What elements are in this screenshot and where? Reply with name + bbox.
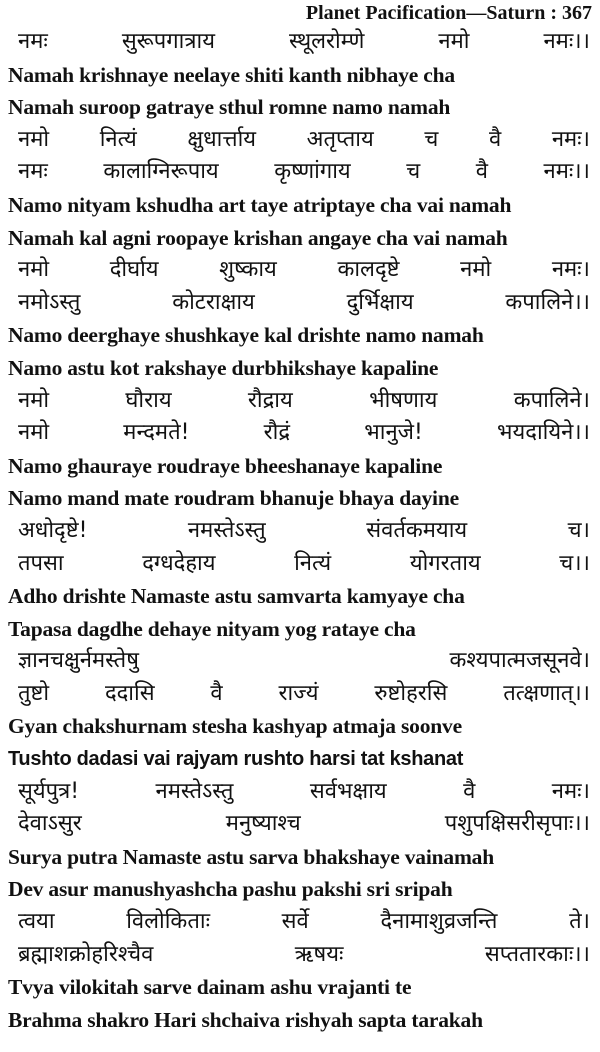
verse-word: नित्यं bbox=[99, 126, 137, 152]
verse-word: वै bbox=[210, 680, 223, 706]
transliteration-line: Namo nityam kshudha art taye atriptaye cha vai namah bbox=[8, 192, 512, 217]
verse-word: विलोकिताः bbox=[126, 909, 211, 935]
transliteration-line: Adho drishte Namaste astu samvarta kamyaye cha bbox=[8, 584, 465, 609]
transliteration-line: Gyan chakshurnam stesha kashyap atmaja soonve bbox=[8, 714, 462, 739]
verse-word: तपसा bbox=[18, 550, 64, 576]
verse-word: नमो bbox=[438, 29, 470, 54]
verse-word: शुष्काय bbox=[219, 257, 277, 283]
verse-word: संवर्तकमयाय bbox=[366, 517, 468, 543]
transliteration-line: Namo astu kot rakshaye durbhikshaye kapaline bbox=[8, 355, 439, 380]
verse-word: दीर्घाय bbox=[109, 257, 159, 283]
verse-word: क्षुधार्त्ताय bbox=[187, 126, 257, 152]
verse-word: ज्ञानचक्षुर्नमस्तेषु bbox=[18, 648, 139, 674]
verse-word: दैनामाशुव्रजन्ति bbox=[380, 909, 498, 935]
verse-word: नमोऽस्तु bbox=[18, 289, 81, 315]
devanagari-verse-line bbox=[8, 417, 596, 450]
verse-word: रौद्रं bbox=[263, 420, 291, 446]
verse-word: सर्वे bbox=[281, 909, 309, 935]
verse-word: वै bbox=[488, 126, 502, 152]
verse-word: भानुजे! bbox=[364, 420, 423, 446]
verse-word: वै bbox=[463, 778, 476, 804]
verse-word: पशुपक्षिसरीसृपाः।। bbox=[444, 811, 590, 837]
verse-word: नमस्तेऽस्तु bbox=[187, 517, 266, 543]
devanagari-verse-line bbox=[8, 939, 596, 972]
devanagari-verse-line bbox=[8, 385, 596, 418]
devanagari-verse-line bbox=[8, 287, 596, 320]
verse-word: मन्दमते! bbox=[123, 420, 190, 446]
verse-word: राज्यं bbox=[278, 680, 319, 706]
verse-word: नमः bbox=[18, 29, 48, 54]
mantra-text bbox=[8, 26, 596, 1036]
verse-word: कृष्णांगाय bbox=[274, 159, 351, 185]
transliteration-line: Namo deerghaye shushkaye kal drishte namo namah bbox=[8, 323, 484, 348]
verse-word: स्थूलरोम्णे bbox=[288, 29, 365, 54]
devanagari-verse-line bbox=[8, 776, 596, 809]
verse-word: कोटराक्षाय bbox=[172, 289, 255, 315]
verse-word: रौद्राय bbox=[247, 387, 293, 413]
transliteration-line: Dev asur manushyashcha pashu pakshi sri sripah bbox=[8, 877, 453, 902]
verse-word: ददासि bbox=[104, 680, 155, 706]
verse-word: नमः। bbox=[551, 778, 590, 804]
verse-word: च bbox=[406, 159, 421, 185]
verse-word: नमो bbox=[18, 257, 50, 283]
verse-word: सप्ततारकाः।। bbox=[484, 941, 590, 967]
verse-word: भयदायिने।। bbox=[497, 420, 590, 446]
verse-word: नमो bbox=[18, 126, 50, 152]
verse-word: भीषणाय bbox=[369, 387, 438, 413]
verse-word: कपालिने।। bbox=[505, 289, 590, 315]
verse-word: देवाऽसुर bbox=[18, 811, 82, 837]
verse-word: सूर्यपुत्र! bbox=[18, 778, 80, 804]
transliteration-line: Tapasa dagdhe dehaye nityam yog rataye cha bbox=[8, 616, 416, 641]
devanagari-verse-line bbox=[8, 515, 596, 548]
transliteration-line: Namo mand mate roudram bhanuje bhaya dayine bbox=[8, 486, 459, 511]
verse-word: कालदृष्टे bbox=[337, 257, 400, 283]
verse-word: कश्यपात्मजसूनवे। bbox=[449, 648, 590, 674]
verse-word: कालाग्निरूपाय bbox=[103, 159, 219, 185]
verse-word: घौराय bbox=[125, 387, 172, 413]
verse-word: नमः। bbox=[551, 126, 590, 152]
verse-word: ते। bbox=[569, 909, 590, 935]
verse-word: नमस्तेऽस्तु bbox=[155, 778, 234, 804]
verse-word: नमः bbox=[18, 159, 48, 185]
verse-word: च bbox=[424, 126, 439, 152]
devanagari-verse-line bbox=[8, 906, 596, 939]
verse-word: दग्धदेहाय bbox=[142, 550, 216, 576]
verse-word: मनुष्याश्च bbox=[225, 811, 301, 837]
devanagari-verse-line bbox=[8, 548, 596, 581]
verse-word: नमः।। bbox=[543, 159, 590, 185]
verse-word: ब्रह्माशक्रोहरिश्चैव bbox=[18, 941, 154, 967]
devanagari-verse-line bbox=[8, 26, 596, 59]
devanagari-verse-line bbox=[8, 254, 596, 287]
devanagari-verse-line bbox=[8, 678, 596, 711]
verse-word: नमो bbox=[460, 257, 492, 283]
verse-word: नमः।। bbox=[543, 29, 590, 54]
verse-word: वै bbox=[475, 159, 488, 185]
devanagari-verse-line bbox=[8, 808, 596, 841]
verse-word: सर्वभक्षाय bbox=[309, 778, 387, 804]
verse-word: च। bbox=[567, 517, 590, 543]
devanagari-verse-line bbox=[8, 645, 596, 678]
verse-word: नमो bbox=[18, 387, 50, 413]
devanagari-verse-line bbox=[8, 156, 596, 189]
verse-word: रुष्टोहरसि bbox=[374, 680, 448, 706]
transliteration-line: Tvya vilokitah sarve dainam ashu vrajanti te bbox=[8, 975, 412, 1000]
transliteration-line: Namah krishnaye neelaye shiti kanth nibhaye cha bbox=[8, 62, 455, 87]
verse-word: सुरूपगात्राय bbox=[121, 29, 215, 54]
verse-word: तत्क्षणात्।। bbox=[503, 680, 590, 706]
verse-word: नमो bbox=[18, 420, 50, 446]
verse-word: ऋषयः bbox=[294, 941, 344, 967]
verse-word: च।। bbox=[559, 550, 590, 576]
verse-word: त्वया bbox=[18, 909, 55, 935]
running-header: Planet Pacification—Saturn : 367 bbox=[305, 2, 592, 24]
transliteration-line: Namo ghauraye roudraye bheeshanaye kapaline bbox=[8, 453, 443, 478]
verse-word: अतृप्ताय bbox=[306, 126, 374, 152]
transliteration-line: Tushto dadasi vai rajyam rushto harsi tat kshanat bbox=[8, 748, 464, 771]
verse-word: योगरताय bbox=[409, 550, 481, 576]
transliteration-line: Namah suroop gatraye sthul romne namo namah bbox=[8, 95, 451, 120]
devanagari-verse-line bbox=[8, 124, 596, 157]
verse-word: कपालिने। bbox=[513, 387, 590, 413]
transliteration-line: Brahma shakro Hari shchaiva rishyah sapta tarakah bbox=[8, 1007, 483, 1032]
verse-word: अधोदृष्टे! bbox=[18, 517, 88, 543]
transliteration-line: Surya putra Namaste astu sarva bhakshaye vainamah bbox=[8, 844, 494, 869]
verse-word: नमः। bbox=[551, 257, 590, 283]
verse-word: तुष्टो bbox=[18, 680, 50, 706]
transliteration-line: Namah kal agni roopaye krishan angaye cha vai namah bbox=[8, 225, 508, 250]
verse-word: नित्यं bbox=[294, 550, 332, 576]
verse-word: दुर्भिक्षाय bbox=[346, 289, 414, 315]
